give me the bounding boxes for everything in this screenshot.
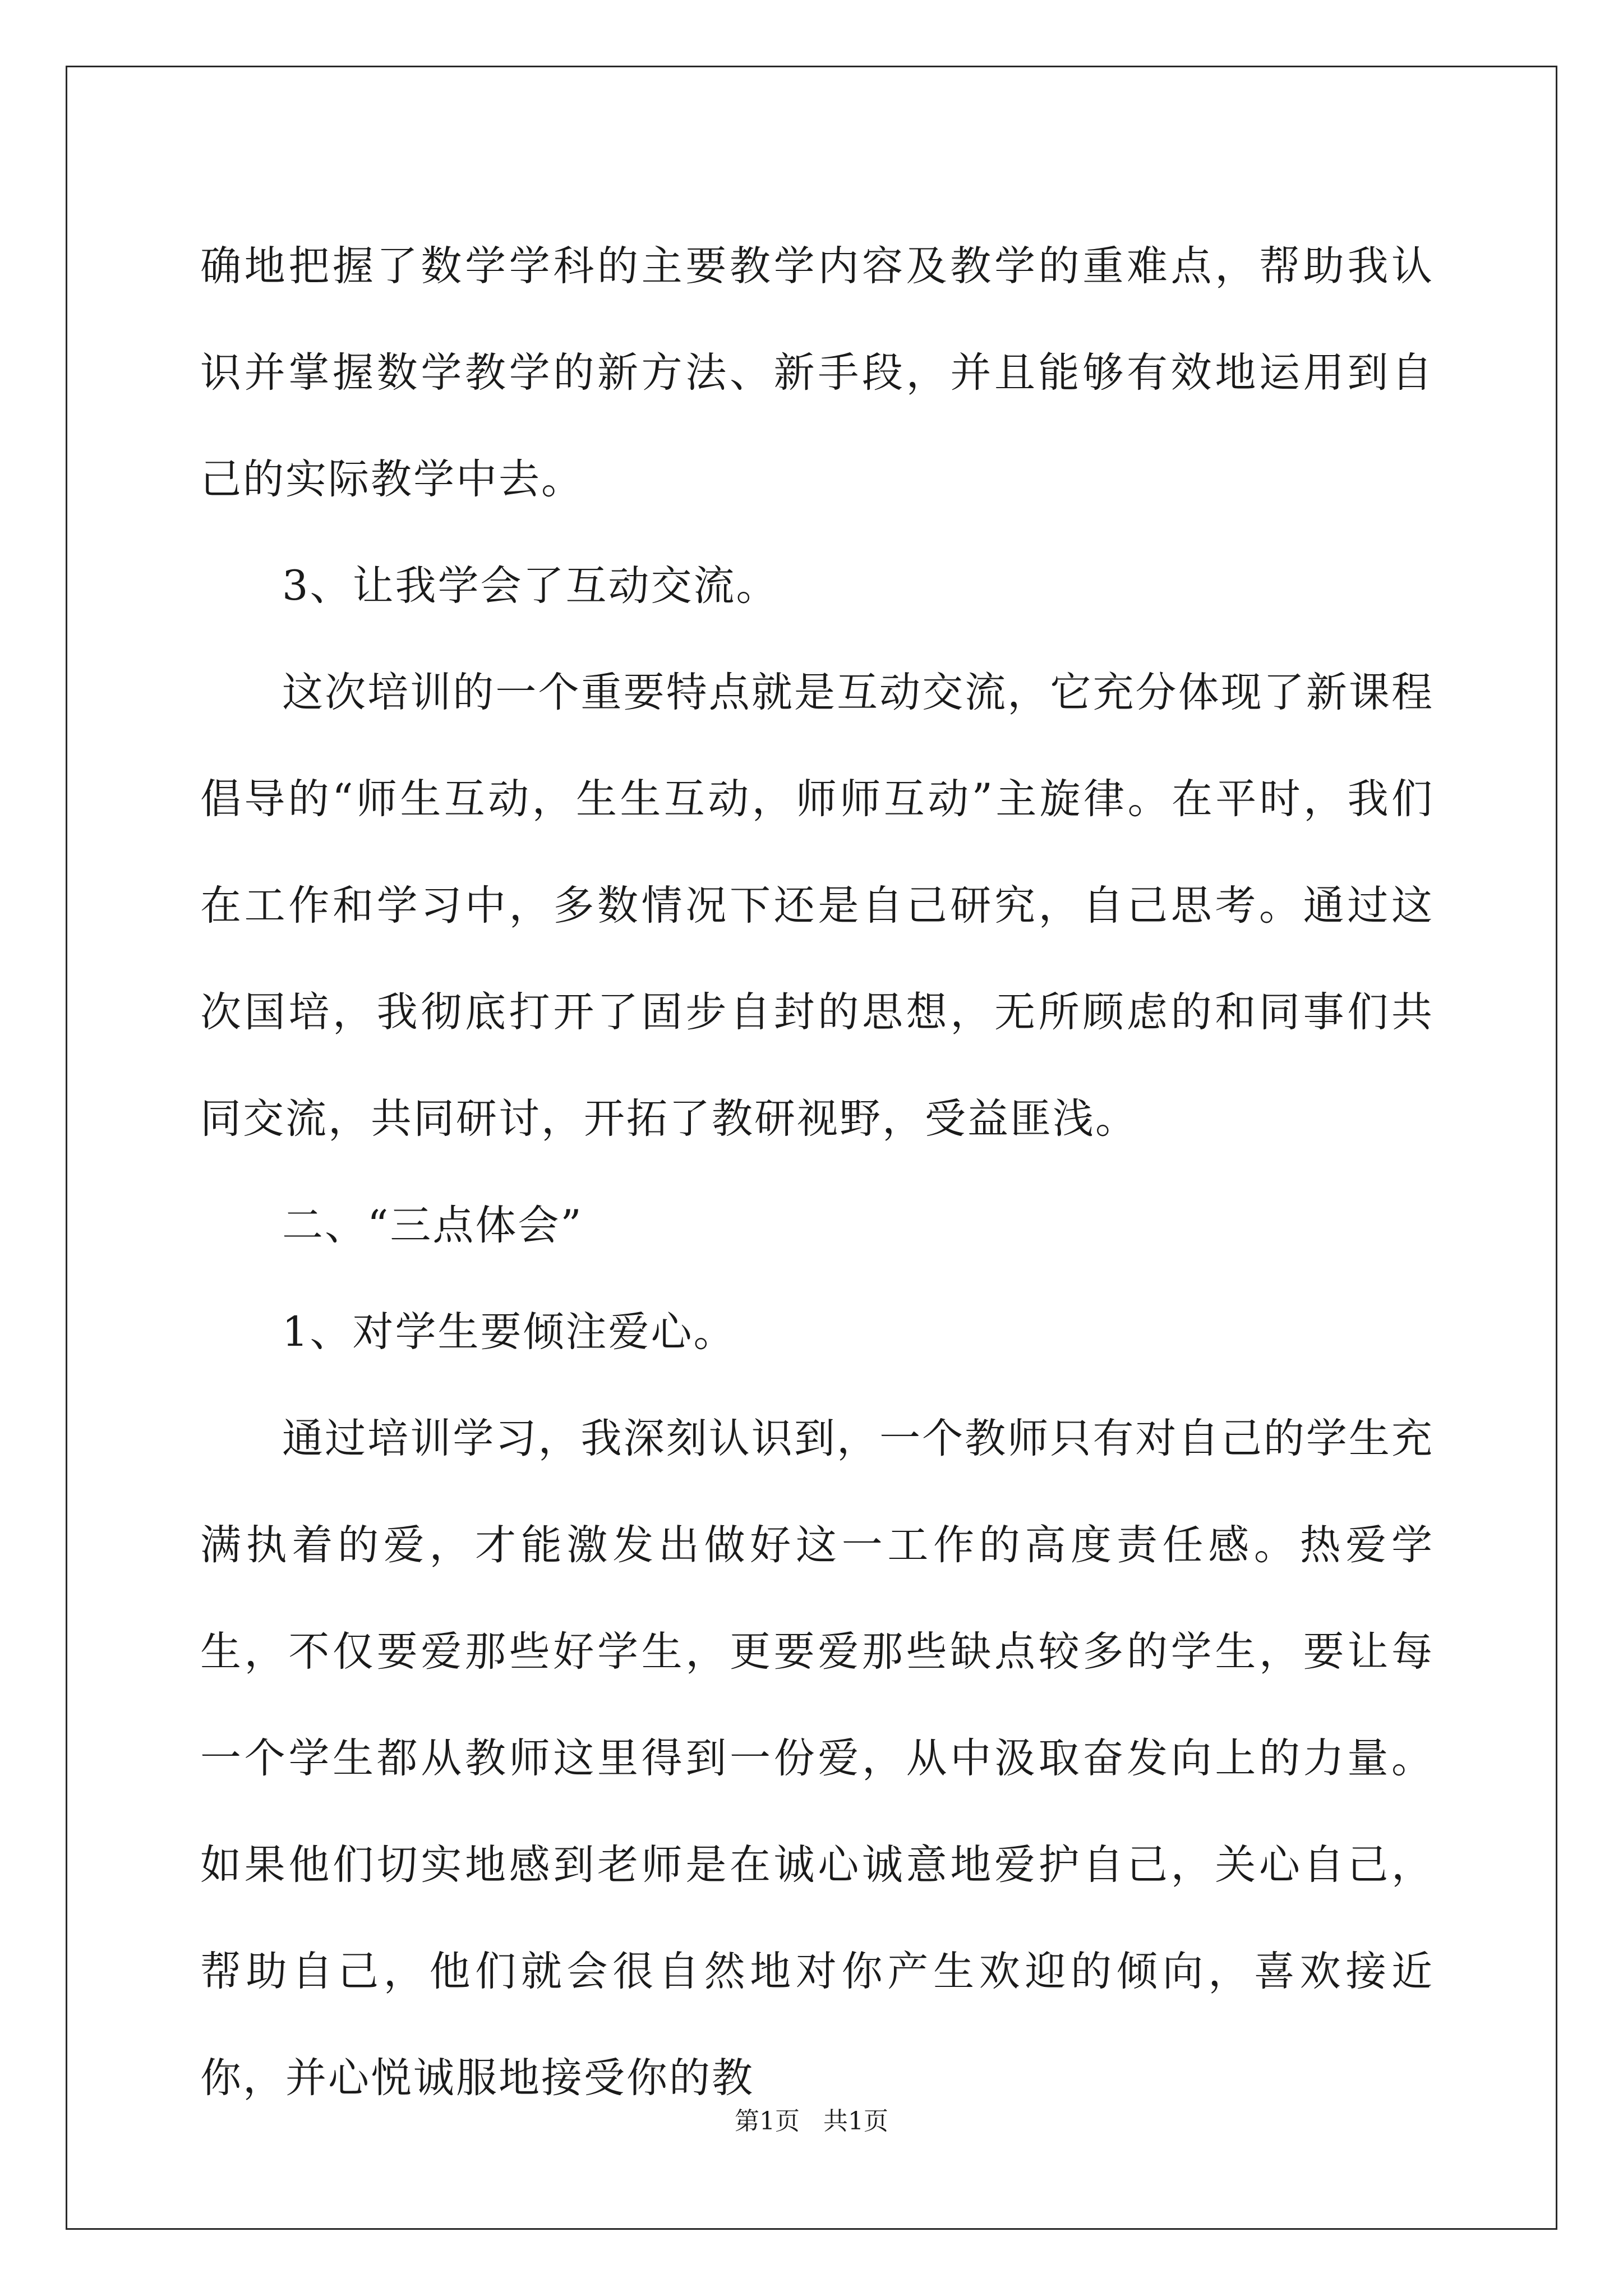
paragraph-interaction-body: 这次培训的一个重要特点就是互动交流，它充分体现了新课程倡导的“师生互动，生生互动，师师互动”主旋律。在平时，我们在工作和学习中，多数情况下还是自己研究，自己思考。通过这次国培，我彻底打开了固步自封的思想，无所顾虑的和同事们共同交流，共同研讨，开拓了教研视野，受益匪浅。 <box>200 669 1434 1143</box>
document-body <box>200 213 1434 2132</box>
page-number-total: 共1页 <box>823 2107 888 2136</box>
page-number-current: 第1页 <box>735 2107 800 2136</box>
page-footer <box>0 2101 1623 2137</box>
paragraph-continuation: 确地把握了数学学科的主要教学内容及教学的重难点，帮助我认识并掌握数学教学的新方法、新手段，并且能够有效地运用到自己的实际教学中去。 <box>200 242 1434 503</box>
paragraph-love-body: 通过培训学习，我深刻认识到，一个教师只有对自己的学生充满执着的爱，才能激发出做好这一工作的高度责任感。热爱学生，不仅要爱那些好学生，更要爱那些缺点较多的学生，要让每一个学生都从教师这里得到一份爱，从中汲取奋发向上的力量。如果他们切实地感到老师是在诚心诚意地爱护自己，关心自己，帮助自己，他们就会很自然地对你产生欢迎的倾向，喜欢接近你，并心悦诚服地接受你的教 <box>200 1415 1434 2102</box>
paragraph-heading-love: 1、对学生要倾注爱心。 <box>282 1308 736 1356</box>
section-heading-three-insights: 二、“三点体会” <box>282 1202 583 1249</box>
paragraph-heading-interaction: 3、让我学会了互动交流。 <box>282 562 779 610</box>
